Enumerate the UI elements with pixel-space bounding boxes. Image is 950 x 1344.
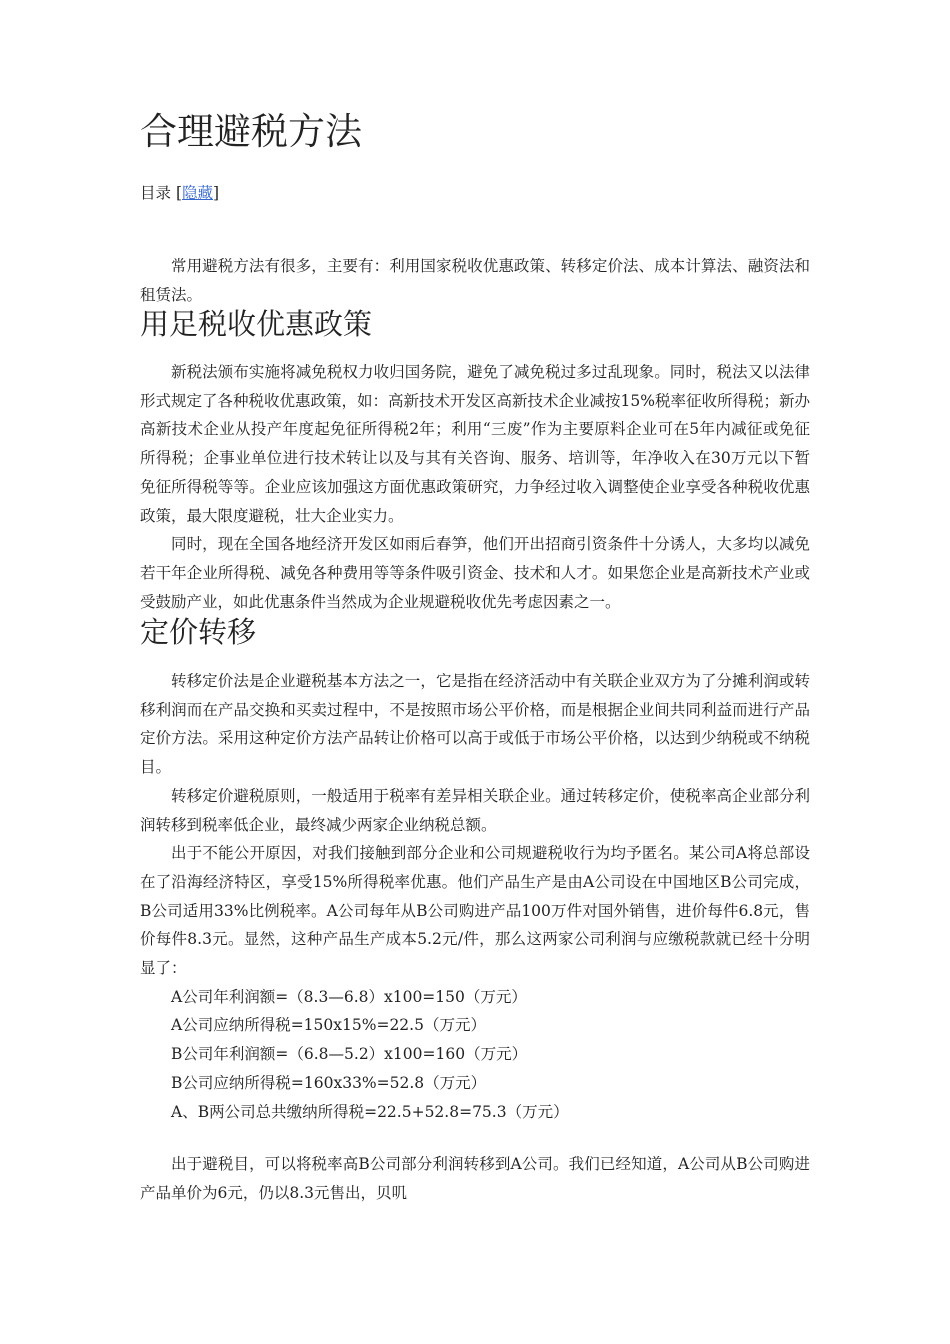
calc-line: A公司应纳所得税=150x15%=22.5（万元）	[171, 1016, 486, 1035]
intro-paragraph: 常用避税方法有很多，主要有：利用国家税收优惠政策、转移定价法、成本计算法、融资法和租赁法。	[140, 257, 810, 304]
paragraph: 转移定价避税原则，一般适用于税率有差异相关联企业。通过转移定价，使税率高企业部分利润转移到税率低企业，最终减少两家企业纳税总额。	[140, 786, 810, 834]
section-transfer-pricing-body	[140, 667, 810, 1126]
section-heading-transfer-pricing: 定价转移	[140, 615, 257, 649]
calc-line: A公司年利润额=（8.3—6.8）x100=150（万元）	[171, 987, 527, 1006]
calc-line: A、B两公司总共缴纳所得税=22.5+52.8=75.3（万元）	[171, 1102, 569, 1121]
paragraph: 转移定价法是企业避税基本方法之一，它是指在经济活动中有关联企业双方为了分摊利润或转移利润而在产品交换和买卖过程中，不是按照市场公平价格，而是根据企业间共同利益而进行产品定价方法。采用这种定价方法产品转让价格可以高于或低于市场公平价格，以达到少纳税或不纳税目。	[140, 672, 810, 777]
intro-block	[140, 252, 810, 309]
toc-label: 目录	[140, 184, 172, 202]
calc-line: B公司年利润额=（6.8—5.2）x100=160（万元）	[171, 1045, 528, 1064]
table-of-contents	[140, 181, 219, 205]
section-tax-incentives-body	[140, 358, 810, 616]
calculation-list	[140, 983, 810, 1127]
toc-hide-link[interactable]: 隐藏	[182, 184, 214, 202]
toc-bracket-open: [	[175, 184, 183, 202]
paragraph: 新税法颁布实施将减免税权力收归国务院，避免了减免税过多过乱现象。同时，税法又以法律形式规定了各种税收优惠政策，如：高新技术开发区高新技术企业减按15%税率征收所得税；新办高新技术企业从投产年度起免征所得税2年；利用“三废”作为主要原料企业可在5年内减征或免征所得税；企事业单位进行技术转让以及与其有关咨询、服务、培训等，年净收入在30万元以下暂免征所得税等等。企业应该加强这方面优惠政策研究，力争经过收入调整使企业享受各种税收优惠政策，最大限度避税，壮大企业实力。	[140, 363, 810, 525]
paragraph: 同时，现在全国各地经济开发区如雨后春笋，他们开出招商引资条件十分诱人，大多均以减免若干年企业所得税、减免各种费用等等条件吸引资金、技术和人才。如果您企业是高新技术产业或受鼓励产业，如此优惠条件当然成为企业规避税收优先考虑因素之一。	[140, 535, 810, 611]
toc-bracket-close: ]	[213, 184, 220, 202]
section-transfer-pricing-continued	[140, 1150, 810, 1207]
paragraph: 出于避税目，可以将税率高B公司部分利润转移到A公司。我们已经知道，A公司从B公司购进产品单价为6元，仍以8.3元售出，贝叽	[140, 1155, 810, 1202]
section-heading-tax-incentives: 用足税收优惠政策	[140, 307, 373, 341]
paragraph: 出于不能公开原因，对我们接触到部分企业和公司规避税收行为均予匿名。某公司A将总部设在了沿海经济特区，享受15%所得税率优惠。他们产品生产是由A公司设在中国地区B公司完成，B公司适用33%比例税率。A公司每年从B公司购进产品100万件对国外销售，进价每件6.8元，售价每件8.3元。显然，这种产品生产成本5.2元/件，那么这两家公司利润与应缴税款就已经十分明显了：	[140, 844, 810, 978]
calc-line: B公司应纳所得税=160x33%=52.8（万元）	[171, 1073, 487, 1092]
document-title: 合理避税方法	[140, 110, 362, 153]
